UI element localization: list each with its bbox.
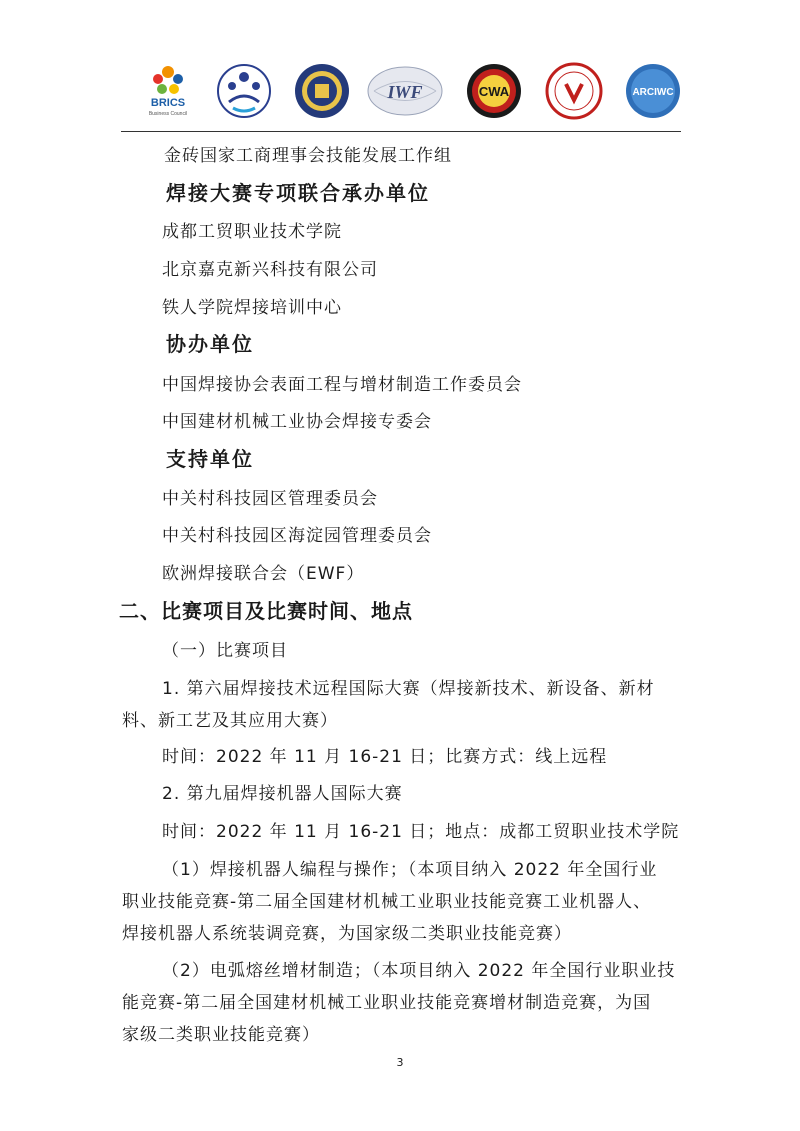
brics-logo-text: BRICS: [150, 97, 186, 109]
page-number: 3: [396, 1056, 404, 1069]
item-1-line: 料、新工艺及其应用大赛）: [122, 711, 338, 731]
welding-society-logo: [545, 62, 603, 120]
arciwc-logo-text: ARCIWC: [632, 87, 674, 98]
arciwc-logo: [624, 62, 682, 120]
brics-business-council-logo: [143, 62, 193, 120]
item-2-2-line: 能竞赛-第二届全国建材机械工业职业技能竞赛增材制造竞赛，为国: [122, 993, 652, 1013]
co-organizer-item: 成都工贸职业技术学院: [162, 222, 342, 242]
cwa-logo-text: CWA: [478, 84, 510, 99]
item-2-1-line: （1）焊接机器人编程与操作；（本项目纳入 2022 年全国行业: [162, 860, 658, 880]
iwf-logo-text: IWF: [387, 82, 423, 102]
support-unit-item: 中关村科技园区管理委员会: [162, 489, 378, 509]
item-1-time: 时间：2022 年 11 月 16-21 日；比赛方式：线上远程: [162, 747, 608, 767]
subsection-title: （一）比赛项目: [162, 641, 288, 661]
item-2-1-line: 焊接机器人系统装调竞赛，为国家级二类职业技能竞赛）: [122, 924, 572, 944]
co-organizer-item: 铁人学院焊接培训中心: [162, 298, 342, 318]
item-1-line: 1. 第六届焊接技术远程国际大赛（焊接新技术、新设备、新材: [162, 679, 655, 699]
item-2-2-line: （2）电弧熔丝增材制造；（本项目纳入 2022 年全国行业职业技: [162, 961, 676, 981]
heading-co-organizers: 焊接大赛专项联合承办单位: [166, 181, 430, 205]
header-divider: [121, 131, 681, 132]
item-2-time: 时间：2022 年 11 月 16-21 日；地点：成都工贸职业技术学院: [162, 822, 680, 842]
section-2-title: 二、比赛项目及比赛时间、地点: [119, 599, 413, 623]
assist-unit-item: 中国建材机械工业协会焊接专委会: [162, 412, 432, 432]
chinese-institute-seal-logo: [293, 62, 351, 120]
item-2-1-line: 职业技能竞赛-第二届全国建材机械工业职业技能竞赛工业机器人、: [122, 892, 652, 912]
cwa-logo: [465, 62, 523, 120]
support-unit-item: 中关村科技园区海淀园管理委员会: [162, 526, 432, 546]
co-organizer-item: 北京嘉克新兴科技有限公司: [162, 260, 378, 280]
item-2-2-line: 家级二类职业技能竞赛）: [122, 1025, 320, 1045]
assist-unit-item: 中国焊接协会表面工程与增材制造工作委员会: [162, 375, 522, 395]
item-2-title: 2. 第九届焊接机器人国际大赛: [162, 784, 403, 804]
brics-logo-subtext: Business Council: [148, 111, 188, 117]
support-unit-item: 欧洲焊接联合会（EWF）: [162, 564, 365, 584]
iwf-globe-logo: [366, 62, 444, 120]
org-line: 金砖国家工商理事会技能发展工作组: [164, 146, 452, 166]
welding-figure-logo: [215, 62, 273, 120]
heading-support-units: 支持单位: [166, 447, 254, 471]
heading-assist-units: 协办单位: [166, 332, 254, 356]
